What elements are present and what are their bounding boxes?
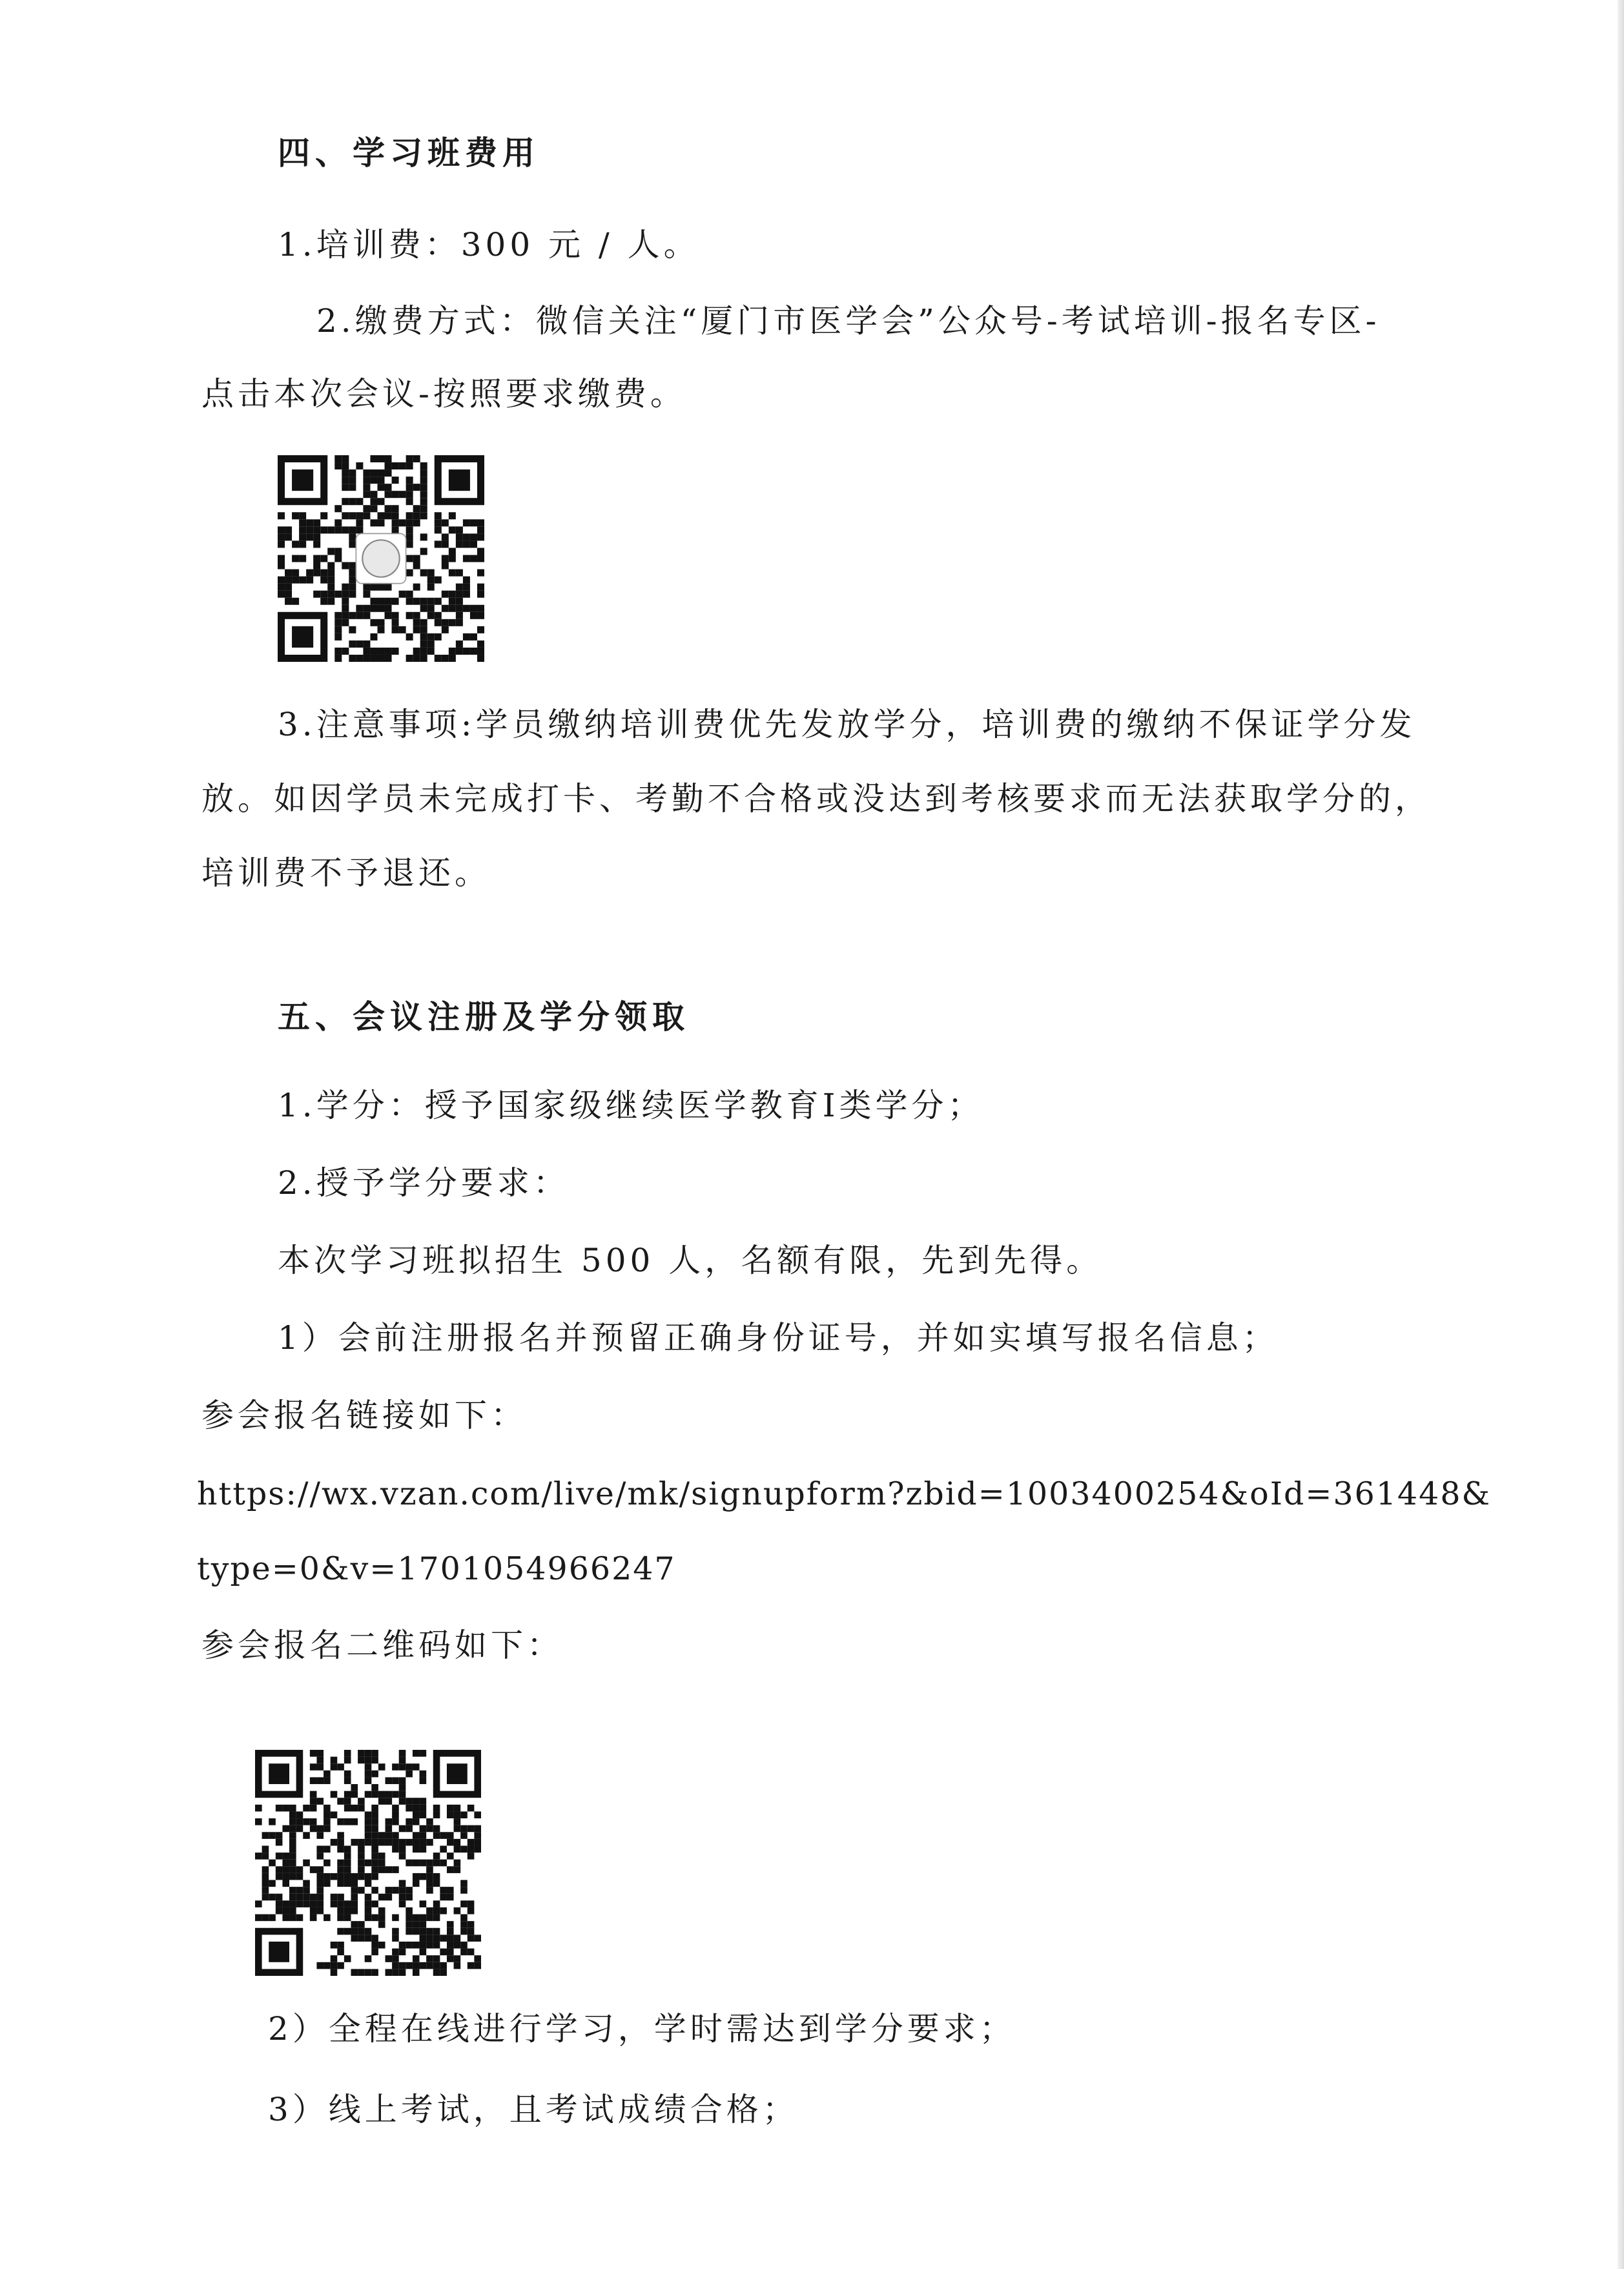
registration-link-url-line-2[interactable]: type=0&v=1701054966247 bbox=[197, 1550, 676, 1587]
section-4-heading: 四、学习班费用 bbox=[278, 134, 540, 172]
page-edge bbox=[1618, 0, 1624, 2269]
notice-line-1: 3.注意事项:学员缴纳培训费优先发放学分，培训费的缴纳不保证学分发 bbox=[278, 706, 1416, 743]
requirement-3: 3）线上考试，且考试成绩合格； bbox=[268, 2091, 799, 2128]
registration-link-label: 参会报名链接如下： bbox=[201, 1397, 527, 1434]
requirement-2: 2）全程在线进行学习，学时需达到学分要求； bbox=[268, 2010, 1016, 2048]
credit-text: 1.学分：授予国家级继续医学教育Ⅰ类学分； bbox=[278, 1087, 984, 1124]
payment-method-line-1: 2.缴费方式：微信关注“厦门市医学会”公众号-考试培训-报名专区- bbox=[316, 302, 1381, 340]
notice-line-3: 培训费不予退还。 bbox=[201, 854, 491, 892]
requirement-1: 1）会前注册报名并预留正确身份证号，并如实填写报名信息； bbox=[278, 1319, 1279, 1357]
payment-method-line-2: 点击本次会议-按照要求缴费。 bbox=[201, 375, 686, 413]
section-5-heading: 五、会议注册及学分领取 bbox=[278, 998, 690, 1036]
training-fee-text: 1.培训费：300 元 / 人。 bbox=[278, 226, 700, 263]
enrollment-text: 本次学习班拟招生 500 人，名额有限，先到先得。 bbox=[278, 1242, 1103, 1279]
wechat-official-account-qr-code-icon bbox=[278, 455, 484, 662]
registration-link-url-line-1[interactable]: https://wx.vzan.com/live/mk/signupform?zbid=1003400254&oId=361448& bbox=[197, 1475, 1492, 1512]
credit-requirement-title: 2.授予学分要求： bbox=[278, 1164, 570, 1202]
registration-qr-code-icon bbox=[255, 1750, 481, 1976]
registration-qr-label: 参会报名二维码如下： bbox=[201, 1627, 563, 1664]
notice-line-2: 放。如因学员未完成打卡、考勤不合格或没达到考核要求而无法获取学分的， bbox=[201, 780, 1431, 817]
